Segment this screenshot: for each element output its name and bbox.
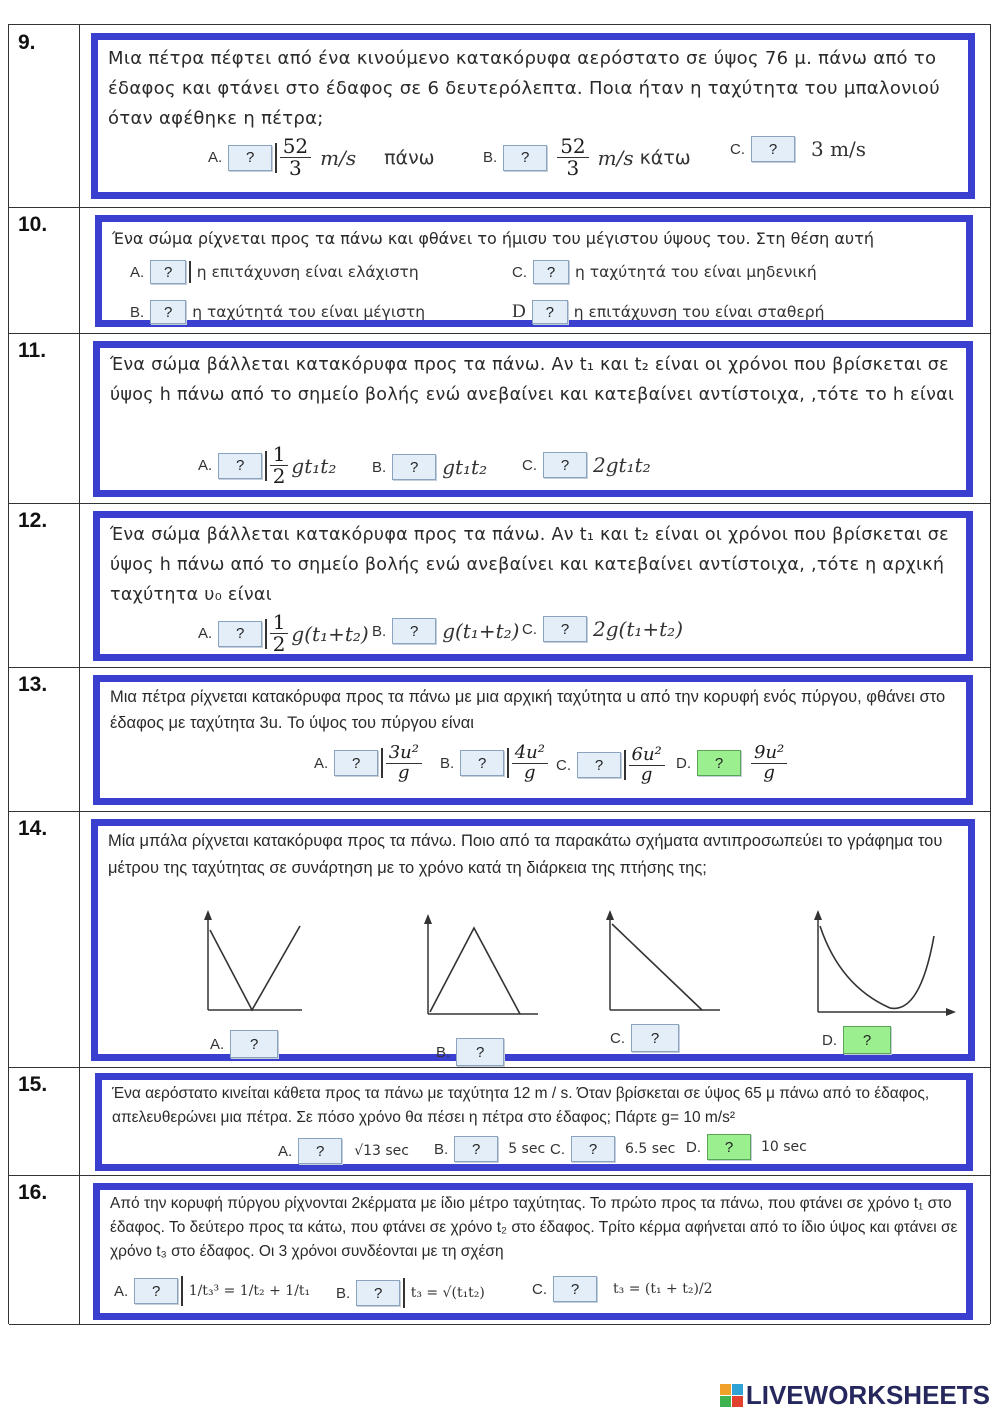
option-c: C. ? 2g(t₁+t₂) bbox=[522, 617, 683, 641]
option-d: D ? η επιτάχυνση του είναι σταθερή bbox=[512, 301, 825, 322]
brand-name: LIVEWORKSHEETS bbox=[745, 1380, 990, 1410]
question-number: 11. bbox=[18, 339, 47, 362]
option-d: D. ? $\frac{\text{9u²}}{g}$ bbox=[676, 744, 790, 783]
question-row-11 bbox=[9, 333, 990, 504]
question-box-15 bbox=[95, 1073, 973, 1171]
question-box-16 bbox=[93, 1183, 973, 1320]
option-a: A. ? 1/t₃³ = 1/t₂ + 1/t₁ bbox=[114, 1276, 310, 1306]
question-row-14 bbox=[9, 811, 990, 1068]
answer-input[interactable]: ? bbox=[571, 1136, 615, 1162]
option-a: A. ? √13 sec bbox=[278, 1138, 409, 1164]
question-row-13 bbox=[9, 667, 990, 812]
option-b: B. ? $\frac{\text{4u²}}{g}$ bbox=[440, 744, 551, 783]
option-b: B. ? gt₁t₂ bbox=[372, 455, 488, 479]
answer-input[interactable]: ? bbox=[843, 1026, 891, 1054]
graph-d bbox=[800, 906, 960, 1030]
question-text: Ένα αερόστατο κινείται κάθετα προς τα πάνω με ταχύτητα 12 m / s. Όταν βρίσκεται σε ύψος 65 μ πάνω από το έδαφος, απελευθερώνει μια πέτρα. Σε πόσο χρόνο θα πέσει η πέτρα στο έδαφος; Πάρτε g= 10 m/s² bbox=[112, 1085, 930, 1126]
question-text: Μια πέτρα πέφτει από ένα κινούμενο κατακόρυφα αερόστατο σε ύψος 76 μ. πάνω από το έδαφος και φτάνει στο έδαφος σε 6 δευτερόλεπτα. Ποια ήταν η ταχύτητα του μπαλονιού όταν αφέθηκε η πέτρα; bbox=[108, 48, 940, 129]
answer-input[interactable]: ? bbox=[334, 750, 378, 776]
logo-icon bbox=[720, 1384, 743, 1407]
answer-input[interactable]: ? bbox=[503, 145, 547, 171]
worksheet-table bbox=[8, 24, 991, 1324]
answer-input[interactable]: ? bbox=[228, 145, 272, 171]
answer-input[interactable]: ? bbox=[697, 750, 741, 776]
question-box-12 bbox=[93, 511, 973, 661]
option-b: B. ? η ταχύτητά του είναι μέγιστη bbox=[130, 300, 425, 324]
option-c: C. ? t₃ = (t₁ + t₂)/2 bbox=[532, 1276, 713, 1302]
answer-input[interactable]: ? bbox=[134, 1278, 178, 1304]
answer-input[interactable]: ? bbox=[454, 1136, 498, 1162]
option-b: B. ? g(t₁+t₂) bbox=[372, 619, 520, 643]
answer-input[interactable]: ? bbox=[751, 136, 795, 162]
answer-input[interactable]: ? bbox=[577, 752, 621, 778]
question-row-15 bbox=[9, 1067, 990, 1176]
option-a: A. ? $\frac{1}{2}$ g(t₁+t₂) bbox=[198, 610, 369, 656]
option-d: D. ? 10 sec bbox=[686, 1134, 807, 1160]
question-row-9 bbox=[9, 25, 990, 208]
question-number: 13. bbox=[18, 673, 48, 696]
question-row-12 bbox=[9, 503, 990, 668]
answer-input[interactable]: ? bbox=[532, 300, 568, 324]
option-b: B. ? 5 sec bbox=[434, 1136, 545, 1162]
question-number: 15. bbox=[18, 1073, 48, 1096]
answer-input[interactable]: ? bbox=[533, 260, 569, 284]
option-d: D. ? bbox=[822, 1026, 891, 1054]
question-number: 16. bbox=[18, 1181, 48, 1204]
option-a: A. ? bbox=[210, 1030, 278, 1058]
question-number: 9. bbox=[18, 31, 36, 54]
question-text: Ένα σώμα βάλλεται κατακόρυφα προς τα πάνω. Αν t₁ και t₂ είναι οι χρόνοι που βρίσκεται σε ύψος h πάνω από το σημείο βολής ενώ ανεβαίνει και κατεβαίνει αντίστοιχα, ,τότε το h είναι bbox=[110, 355, 955, 405]
answer-input[interactable]: ? bbox=[218, 621, 262, 647]
question-row-16 bbox=[9, 1175, 990, 1325]
question-box-14 bbox=[91, 819, 975, 1061]
option-a: A. ? $\frac{1}{2}$ gt₁t₂ bbox=[198, 442, 337, 488]
question-text: Από την κορυφή πύργου ρίχνονται 2κέρματα με ίδιο μέτρο ταχύτητας. Το πρώτο προς τα πάνω, που φτάνει σε χρόνο t₁ στο έδαφος. Το δεύτερο προς τα κάτω, που φτάνει σε χρόνο t₂ στο έδαφος. Τρίτο κέρμα αφήνεται από το ίδιο ύψος και φτάνει σε χρόνο t₃ στο έδαφος. Οι 3 χρόνοι συνδέονται με τη σχέση bbox=[110, 1195, 958, 1260]
question-row-10 bbox=[9, 207, 990, 334]
answer-input[interactable]: ? bbox=[150, 300, 186, 324]
option-b: B. ? $\frac{52}{3}$ m/s κάτω bbox=[483, 134, 691, 180]
answer-input[interactable]: ? bbox=[218, 453, 262, 479]
question-box-10 bbox=[95, 215, 973, 327]
option-c: C. ? 2gt₁t₂ bbox=[522, 453, 651, 477]
graph-c bbox=[592, 906, 722, 1026]
answer-input[interactable]: ? bbox=[456, 1038, 504, 1066]
option-a: A. ? $\frac{\text{3u²}}{g}$ bbox=[314, 744, 425, 783]
graph-a bbox=[190, 906, 310, 1026]
answer-input[interactable]: ? bbox=[392, 454, 436, 480]
answer-input[interactable]: ? bbox=[298, 1138, 342, 1164]
question-box-13 bbox=[93, 675, 973, 805]
question-text: Μια πέτρα ρίχνεται κατακόρυφα προς τα πάνω με μια αρχική ταχύτητα u από την κορυφή ενός πύργου, φθάνει στο έδαφος με ταχύτητα 3u. Το ύψος του πύργου είναι bbox=[110, 688, 946, 732]
question-text: Μία μπάλα ρίχνεται κατακόρυφα προς τα πάνω. Ποιο από τα παρακάτω σχήματα αντιπροσωπεύει το γράφημα του μέτρου της ταχύτητας σε συνάρτηση με το χρόνο κατά τη διάρκεια της πτήσης της; bbox=[108, 832, 943, 877]
answer-input[interactable]: ? bbox=[553, 1276, 597, 1302]
option-b: B. ? t₃ = √(t₁t₂) bbox=[336, 1278, 485, 1308]
question-text: Ένα σώμα βάλλεται κατακόρυφα προς τα πάνω. Αν t₁ και t₂ είναι οι χρόνοι που βρίσκεται σε ύψος h πάνω από το σημείο βολής ενώ ανεβαίνει και κατεβαίνει αντίστοιχα, ,τότε η αρχική ταχύτητα υ₀ είναι bbox=[110, 525, 949, 605]
answer-input[interactable]: ? bbox=[543, 616, 587, 642]
question-box-9 bbox=[91, 33, 975, 199]
answer-input[interactable]: ? bbox=[150, 260, 186, 284]
answer-input[interactable]: ? bbox=[543, 452, 587, 478]
option-c: C. ? 3 m/s bbox=[730, 137, 867, 161]
option-a: A. ? $\frac{52}{3}$ m/s πάνω bbox=[208, 134, 435, 180]
answer-input[interactable]: ? bbox=[707, 1134, 751, 1160]
answer-input[interactable]: ? bbox=[392, 618, 436, 644]
option-a: A. ? η επιτάχυνση είναι ελάχιστη bbox=[130, 260, 419, 284]
question-text: Ένα σώμα ρίχνεται προς τα πάνω και φθάνει το ήμισυ του μέγιστου ύψους του. Στη θέση αυτή bbox=[112, 229, 874, 248]
question-number: 12. bbox=[18, 509, 48, 532]
question-number: 10. bbox=[18, 213, 48, 236]
option-c: C. ? $\frac{\text{6u²}}{g}$ bbox=[556, 746, 668, 785]
answer-input[interactable]: ? bbox=[460, 750, 504, 776]
option-c: C. ? bbox=[610, 1024, 679, 1052]
option-c: C. ? η ταχύτητά του είναι μηδενική bbox=[512, 260, 817, 284]
question-box-11 bbox=[93, 341, 973, 497]
answer-input[interactable]: ? bbox=[230, 1030, 278, 1058]
option-b: B. ? bbox=[436, 1038, 504, 1066]
liveworksheets-logo bbox=[720, 1380, 990, 1411]
answer-input[interactable]: ? bbox=[631, 1024, 679, 1052]
question-number: 14. bbox=[18, 817, 48, 840]
option-c: C. ? 6.5 sec bbox=[550, 1136, 675, 1162]
answer-input[interactable]: ? bbox=[356, 1280, 400, 1306]
graph-b bbox=[410, 910, 540, 1030]
